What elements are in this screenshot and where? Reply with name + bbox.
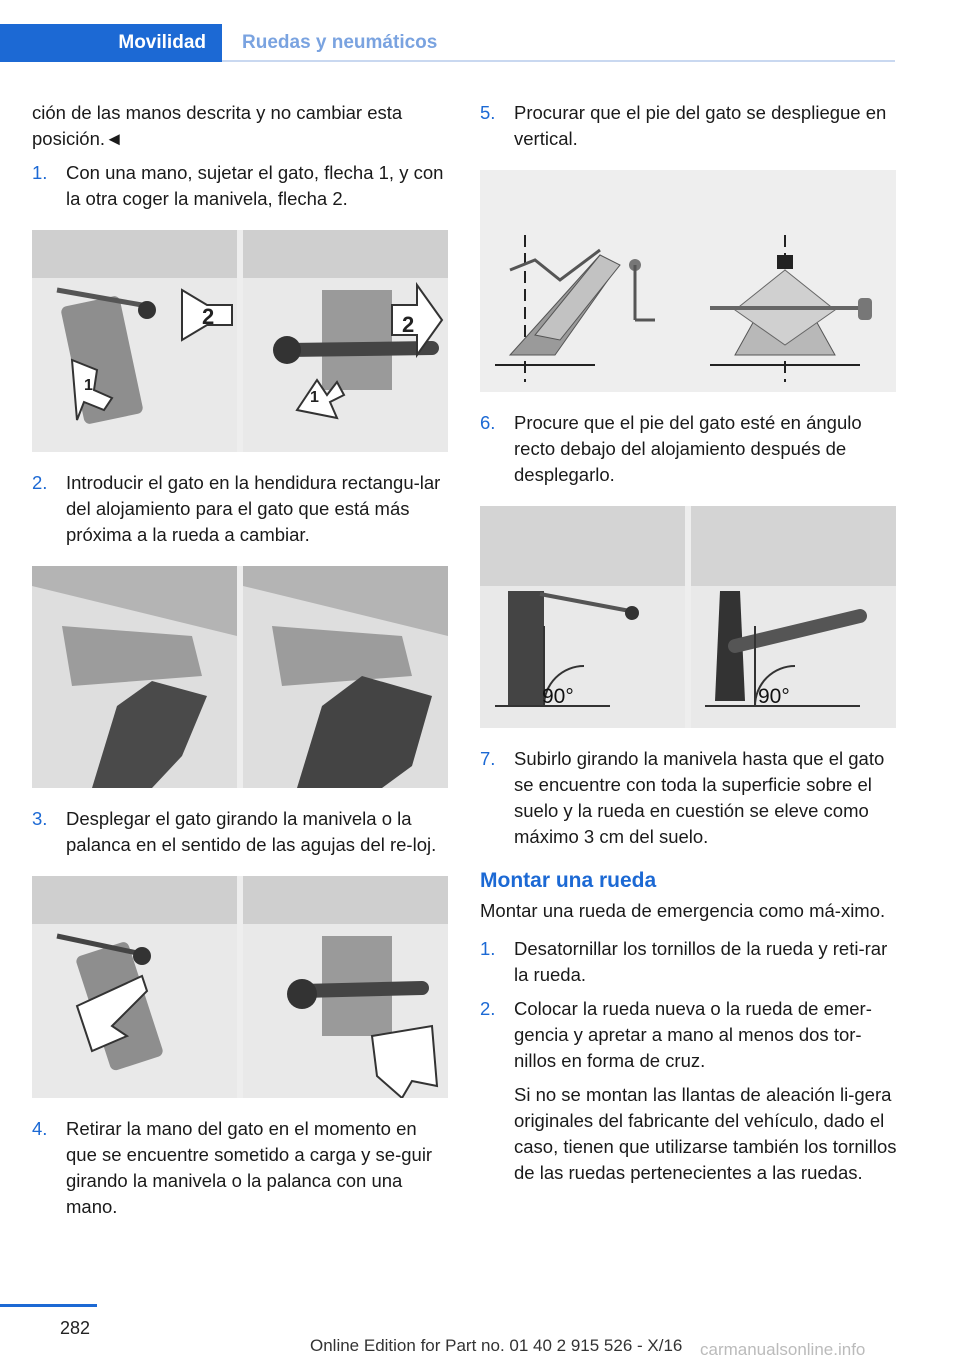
- angle-label: 90°: [542, 685, 574, 708]
- step-number: 2.: [32, 472, 48, 493]
- step-4: [32, 1116, 450, 1220]
- watermark: carmanualsonline.info: [700, 1340, 866, 1359]
- step-note: Si no se montan las llantas de aleación li‐gera originales del fabricante del vehículo, dado el caso, tienen que utilizarse también los tornillos de las ruedas pertenecientes a las ruedas.: [514, 1084, 897, 1183]
- step-7: [480, 746, 898, 850]
- figure-grip-jack: [32, 230, 448, 452]
- arrow-label: 1: [310, 389, 319, 406]
- step-text: Con una mano, sujetar el gato, flecha 1, y con la otra coger la manivela, flecha 2.: [66, 162, 444, 209]
- step-number: 7.: [480, 748, 496, 769]
- step-text: Retirar la mano del gato en el momento en que se encuentre sometido a carga y se‐guir girando la manivela o la palanca con una mano.: [66, 1118, 433, 1217]
- step-text: Desatornillar los tornillos de la rueda y reti‐rar la rueda.: [514, 938, 888, 985]
- page-number: 282: [60, 1318, 91, 1338]
- step-5: [480, 100, 898, 152]
- angle-label: 90°: [758, 685, 790, 708]
- section-intro: Montar una rueda de emergencia como má‐ximo.: [480, 900, 886, 921]
- step-number: 4.: [32, 1118, 48, 1139]
- right-column: [480, 100, 898, 1186]
- mount-step-1: [480, 936, 898, 988]
- left-column: [32, 100, 450, 1220]
- arrow-label: 2: [402, 312, 415, 337]
- step-3: [32, 806, 450, 858]
- step-number: 1.: [32, 162, 48, 183]
- tab-movilidad[interactable]: Movilidad: [0, 24, 222, 62]
- figure-insert-jack: [32, 566, 448, 788]
- figure-unfold-jack: [32, 876, 448, 1098]
- tab-ruedas-neumaticos[interactable]: Ruedas y neumáticos: [242, 32, 438, 53]
- step-number: 6.: [480, 412, 496, 433]
- step-number: 3.: [32, 808, 48, 829]
- step-number: 2.: [480, 998, 496, 1019]
- footer-bar: [0, 1304, 97, 1307]
- step-number: 1.: [480, 938, 496, 959]
- arrow-label: 1: [84, 377, 93, 394]
- step-text: Subirlo girando la manivela hasta que el gato se encuentre con toda la superficie sobre el suelo y la rueda en cuestión se eleve como máximo 3 cm del suelo.: [514, 748, 885, 847]
- figure-jack-right-angle: [480, 506, 896, 728]
- step-6: [480, 410, 898, 488]
- step-2: [32, 470, 450, 548]
- step-text: Desplegar el gato girando la manivela o la palanca en el sentido de las agujas del re‐loj.: [66, 808, 437, 855]
- mount-step-2: [480, 996, 898, 1186]
- step-text: Introducir el gato en la hendidura rectangu‐lar del alojamiento para el gato que está más próxima a la rueda a cambiar.: [66, 472, 441, 545]
- step-text: Colocar la rueda nueva o la rueda de emer‐gencia y apretar a mano al menos dos tor‐nillos en forma de cruz.: [514, 998, 872, 1071]
- arrow-label: 2: [202, 304, 215, 329]
- header-rule: [222, 60, 895, 62]
- intro-paragraph: ción de las manos descrita y no cambiar esta posición.◄: [32, 102, 403, 149]
- figure-jack-vertical: [480, 170, 896, 392]
- step-1: [32, 160, 450, 212]
- step-text: Procurar que el pie del gato se despliegue en vertical.: [514, 102, 887, 149]
- section-heading: Montar una rueda: [480, 869, 657, 892]
- step-text: Procure que el pie del gato esté en ángulo recto debajo del alojamiento después de desplegarlo.: [514, 412, 862, 485]
- edition-note: Online Edition for Part no. 01 40 2 915 526 - X/16: [310, 1336, 683, 1355]
- header-tabs: [0, 24, 895, 62]
- step-number: 5.: [480, 102, 496, 123]
